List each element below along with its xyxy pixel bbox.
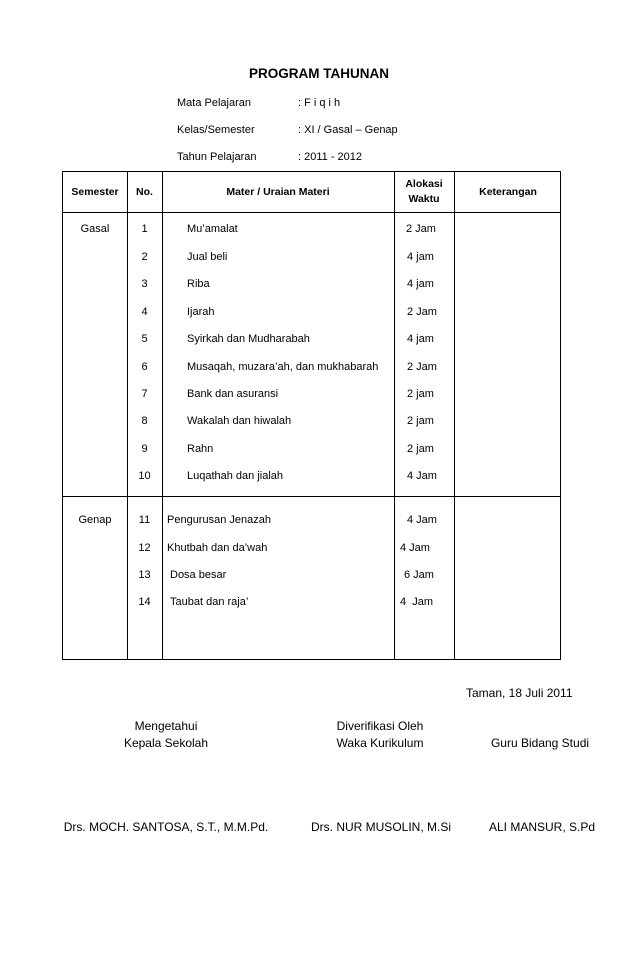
row-materi: Taubat dan raja’ [170,596,249,608]
row-waktu: 4 Jam [407,514,437,526]
header-divider [63,212,560,213]
row-waktu: 4 jam [407,333,434,345]
row-materi: Bank dan asuransi [187,388,279,400]
row-no: 12 [138,542,151,554]
header-semester: Semester [71,186,119,198]
row-waktu: 2 Jam [407,361,437,373]
principal-name: Drs. MOCH. SANTOSA, S.T., M.M.Pd. [63,820,269,834]
row-materi: Jual beli [187,251,228,263]
row-no: 6 [141,361,148,373]
header-no: No. [136,186,153,198]
row-waktu: 6 Jam [404,569,434,581]
teacher-line2: Guru Bidang Studi [490,736,590,750]
col-divider [162,172,163,659]
row-materi: Dosa besar [170,569,227,581]
row-waktu: 2 jam [407,443,434,455]
header-materi: Mater / Uraian Materi [226,186,330,198]
row-materi: Musaqah, muzara’ah, dan mukhabarah [187,361,379,373]
row-no: 7 [141,388,148,400]
row-materi: Luqathah dan jialah [187,470,284,482]
row-waktu: 4 jam [407,278,434,290]
teacher-name: ALI MANSUR, S.Pd [488,820,596,834]
row-no: 8 [141,415,148,427]
row-materi: Khutbah dan da’wah [167,542,268,554]
principal-line2: Kepala Sekolah [123,736,209,750]
meta-year-label: Tahun Pelajaran [177,151,257,163]
row-waktu: 2 Jam [406,223,436,235]
header-keterangan: Keterangan [479,186,537,198]
curriculum-line1: Diverifikasi Oleh [336,719,424,733]
row-no: 5 [141,333,148,345]
row-waktu: 4 Jam [407,470,437,482]
row-waktu: 4 jam [407,251,434,263]
meta-year-value: : 2011 - 2012 [298,151,363,163]
row-materi: Pengurusan Jenazah [167,514,271,526]
row-waktu: 4 Jam [400,596,434,608]
semester-gasal-label: Gasal [80,223,110,235]
row-no: 4 [141,306,148,318]
col-divider [454,172,455,659]
semester-divider [63,496,560,497]
row-no: 9 [141,443,148,455]
row-no: 11 [138,514,151,526]
meta-subject-value: : F i q i h [298,97,341,109]
place-date: Taman, 18 Juli 2011 [466,686,573,700]
meta-class-label: Kelas/Semester [177,124,255,136]
row-no: 3 [141,278,148,290]
row-materi: Mu’amalat [187,223,238,235]
row-no: 13 [138,569,151,581]
col-divider [394,172,395,659]
header-alokasi-line1: Alokasi [405,178,443,190]
header-alokasi-line2: Waktu [408,193,440,205]
principal-line1: Mengetahui [134,719,198,733]
program-table [62,171,561,660]
row-waktu: 2 Jam [407,306,437,318]
row-waktu: 4 Jam [400,542,430,554]
row-waktu: 2 jam [407,388,434,400]
row-waktu: 2 jam [407,415,434,427]
meta-subject-label: Mata Pelajaran [177,97,251,109]
curriculum-line2: Waka Kurikulum [336,736,424,750]
row-materi: Ijarah [187,306,215,318]
semester-genap-label: Genap [78,514,112,526]
row-no: 1 [141,223,148,235]
row-no: 2 [141,251,148,263]
curriculum-name: Drs. NUR MUSOLIN, M.Si [310,820,451,834]
meta-class-value: : XI / Gasal – Genap [298,124,398,136]
row-materi: Wakalah dan hiwalah [187,415,292,427]
row-materi: Syirkah dan Mudharabah [187,333,310,345]
page-title: PROGRAM TAHUNAN [249,66,389,81]
row-materi: Rahn [187,443,214,455]
row-no: 14 [138,596,151,608]
row-no: 10 [138,470,151,482]
row-materi: Riba [187,278,210,290]
